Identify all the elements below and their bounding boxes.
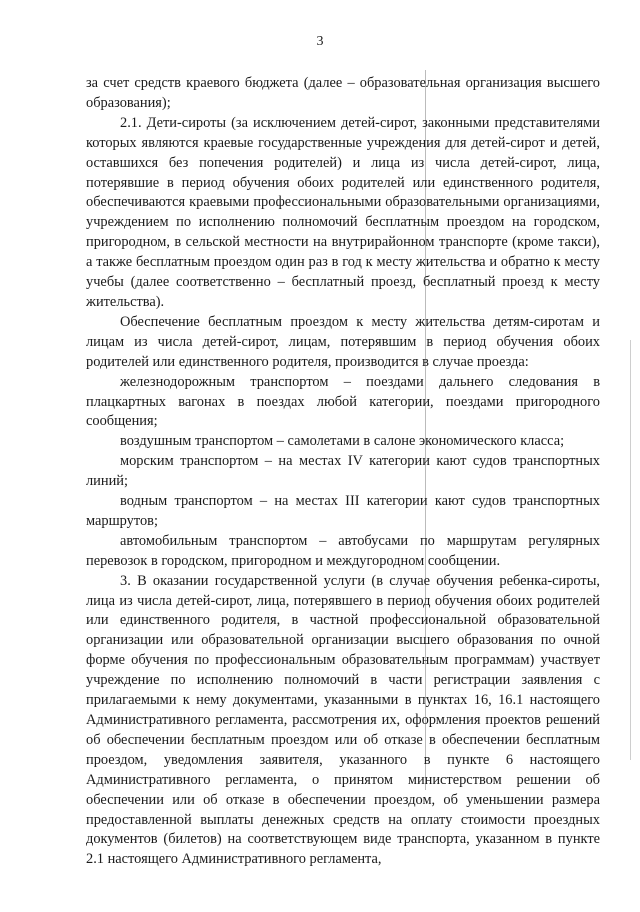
scan-edge-line [630,340,631,760]
paragraph-air-transport: воздушным транспортом – самолетами в салоне экономического класса; [120,433,565,450]
scan-fold-line [425,70,426,790]
paragraph-road-transport: автомобильным транспортом – автобусами по маршрутам регулярных перевозок в городском, пригородном и междугородном сообщении. [86,532,600,569]
paragraph-2-1: 2.1. Дети-сироты (за исключением детей-сирот, законными представителями которых являются краевые государственные учреждения для детей-сирот и детей, оставшихся без попечения родителей) и лица из числа детей-сирот, лица, потерявшие в период обучения обоих родителей или единственного родителя, обеспечиваются краевыми профессиональными образовательными организациями, учреждением по исполнению полномочий бесплатным проездом на городском, пригородном, в сельской местности на внутрирайонном транспорте (кроме такси), а также бесплатным проездом один раз в год к месту жительства и обратно к месту учебы (далее соответственно – бесплатный проезд, бесплатный проезд к месту жительства). [86,114,600,310]
paragraph-water-transport: водным транспортом – на местах III категории кают судов транспортных маршрутов; [86,493,600,529]
paragraph-sea-transport: морским транспортом – на местах IV категории кают судов транспортных линий; [86,453,600,490]
page-number: 3 [316,34,324,49]
document-body [86,74,600,870]
paragraph-rail-transport: железнодорожным транспортом – поездами дальнего следования в плацкартных вагонах в поездах любой категории, поездами пригородного сообщения; [86,373,600,430]
paragraph-3: 3. В оказании государственной услуги (в случае обучения ребенка-сироты, лица из числа детей-сирот, лица, потерявшего в период обучения обоих родителей или единственного родителя, в частной профессиональной образовательной организации или образовательной организации высшего образования по очной форме обучения по профессиональным образовательным программам) участвует учреждение по исполнению полномочий в части регистрации заявления с прилагаемыми к нему документами, указанными в пунктах 16, 16.1 настоящего Административного регламента, рассмотрения их, оформления проектов решений об обеспечении бесплатным проездом или об отказе в обеспечении бесплатным проездом, уведомления заявителя, указанного в пункте 6 настоящего Административного регламента, о принятом министерством решении об обеспечении или об отказе в обеспечении проездом, об уменьшении размера предоставленной выплаты денежных средств на оплату стоимости проездных документов (билетов) на соответствующем виде транспорта, указанном в пункте 2.1 настоящего Административного регламента, [86,572,600,868]
paragraph-free-travel: Обеспечение бесплатным проездом к месту жительства детям-сиротам и лицам из числа детей-сирот, лицам, потерявшим в период обучения обоих родителей или единственного родителя, производится в случае проезда: [86,313,600,370]
paragraph-intro: за счет средств краевого бюджета (далее – образовательная организация высшего образования); [86,75,600,111]
